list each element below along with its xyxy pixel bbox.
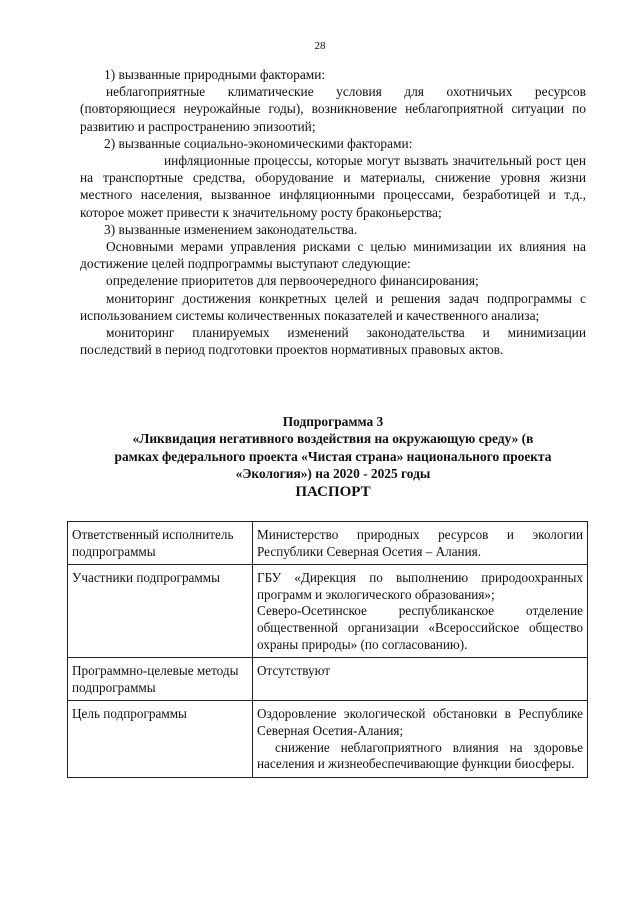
heading-line: «Ликвидация негативного воздействия на окружающую среду» (в bbox=[132, 431, 534, 447]
paragraph: 2) вызванные социально-экономическими факторами: bbox=[104, 135, 413, 151]
value-paragraph: Северо-Осетинское республиканское отделение общественной организации «Всероссийское общество охраны природы» (по согласованию). bbox=[257, 603, 583, 652]
paragraph: мониторинг планируемых изменений законодательства и минимизации последствий в период подготовки проектов нормативных правовых актов. bbox=[80, 325, 586, 358]
heading-line: Подпрограмма 3 bbox=[282, 414, 384, 429]
table-row bbox=[68, 658, 588, 701]
value-paragraph: Министерство природных ресурсов и экологии Республики Северная Осетия – Алания. bbox=[257, 527, 583, 559]
paragraph: Основными мерами управления рисками с целью минимизации их влияния на достижение целей подпрограммы выступают следующие: bbox=[80, 239, 586, 272]
paragraph: инфляционные процессы, которые могут вызвать значительный рост цен на транспортные средства, оборудование и материалы, снижение уровня жизни местного населения, вызванное инфляционными процессами, безработицей и т.д., которое может привести к значительному росту браконьерства; bbox=[80, 153, 586, 220]
heading-line: рамках федерального проекта «Чистая страна» национального проекта bbox=[114, 448, 552, 464]
paragraph: определение приоритетов для первоочередного финансирования; bbox=[106, 273, 479, 289]
section-heading bbox=[80, 413, 586, 502]
passport-table bbox=[67, 521, 588, 778]
value-paragraph: Оздоровление экологической обстановки в Республике Северная Осетия-Алания; bbox=[257, 706, 583, 738]
body-text bbox=[80, 66, 586, 358]
table-row bbox=[68, 701, 588, 777]
table-row bbox=[68, 565, 588, 658]
value-paragraph: Отсутствуют bbox=[257, 663, 331, 679]
paragraph: неблагоприятные климатические условия для охотничьих ресурсов (повторяющиеся неурожайные годы), возникновение неблагоприятной ситуации по развитию и распространению эпизоотий; bbox=[80, 84, 586, 134]
value-paragraph: ГБУ «Дирекция по выполнению природоохранных программ и экологического образования»; bbox=[257, 570, 583, 602]
row-value bbox=[253, 522, 588, 565]
value-paragraph: снижение неблагоприятного влияния на здоровье населения и жизнеобеспечивающие функции биосферы. bbox=[257, 739, 583, 772]
row-label: Участники подпрограммы bbox=[68, 565, 253, 658]
row-value bbox=[253, 658, 588, 701]
heading-line: «Экология») на 2020 - 2025 годы bbox=[235, 466, 431, 482]
table-row bbox=[68, 522, 588, 565]
passport-title: ПАСПОРТ bbox=[295, 483, 371, 500]
row-label: Программно-целевые методы подпрограммы bbox=[68, 658, 253, 701]
row-value bbox=[253, 701, 588, 777]
paragraph: 1) вызванные природными факторами: bbox=[104, 67, 326, 82]
page-number: 28 bbox=[314, 40, 326, 52]
row-label: Ответственный исполнитель подпрограммы bbox=[68, 522, 253, 565]
paragraph: 3) вызванные изменением законодательства. bbox=[104, 221, 358, 237]
row-label: Цель подпрограммы bbox=[68, 701, 253, 777]
paragraph: мониторинг достижения конкретных целей и решения задач подпрограммы с использованием системы количественных показателей и качественного анализа; bbox=[80, 290, 586, 323]
row-value bbox=[253, 565, 588, 658]
